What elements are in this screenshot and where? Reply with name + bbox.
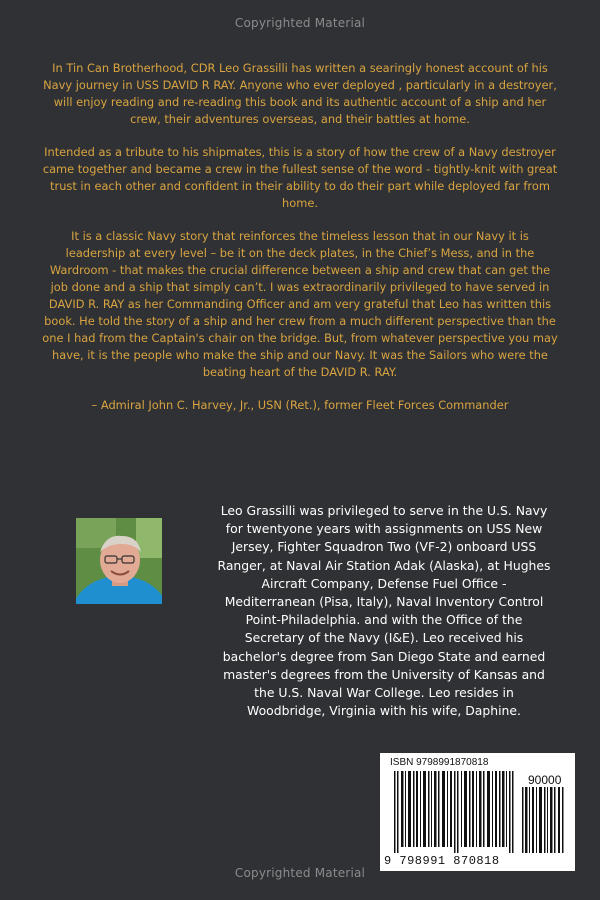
blurb-attribution: – Admiral John C. Harvey, Jr., USN (Ret.), former Fleet Forces Commander (91, 398, 509, 412)
blurb-paragraph-2: Intended as a tribute to his shipmates, this is a story of how the crew of a Navy destroyer came together and became a crew in the fullest sense of the word - tightly-knit with great trust in each other and confident in their ability to do their part while deployed far from home. (42, 145, 558, 210)
isbn-label: ISBN 9798991870818 (390, 757, 489, 768)
barcode-digits: 9 798991 870818 (384, 854, 500, 868)
blurb-paragraph-3: It is a classic Navy story that reinforces the timeless lesson that in our Navy it is leadership at every level – be it on the deck plates, in the Chief’s Mess, and in the Wardroom - that makes the crucial difference between a ship and crew that can get the job done and a ship that simply can’t. I was extraordinarily privileged to have served in DAVID R. RAY as her Commanding Officer and am very grateful that Leo has written this book. He told the story of a ship and her crew from a much different perspective than the one I had from the Captain's chair on the bridge. But, from whatever perspective you may have, it is the people who make the ship and our Navy. It was the Sailors who were the beating heart of the DAVID R. RAY. (42, 229, 558, 379)
author-bio: Leo Grassilli was privileged to serve in the U.S. Navy for twentyone years with assignments on USS New Jersey, Fighter Squadron Two (VF-2) onboard USS Ranger, at Naval Air Station Adak (Alaska), at Hughes Aircraft Company, Defense Fuel Office - Mediterranean (Pisa, Italy), Naval Inventory Control Point-Philadelphia. and with the Office of the Secretary of the Navy (I&E). Leo received his bachelor's degree from San Diego State and earned master's degrees from the University of Kansas and the U.S. Naval War College. Leo resides in Woodbridge, Virginia with his wife, Daphine. (217, 503, 551, 719)
blurb-paragraph-1: In Tin Can Brotherhood, CDR Leo Grassilli has written a searingly honest account of his Navy journey in USS DAVID R RAY. Anyone who ever deployed , particularly in a destroyer, will enjoy reading and re-reading this book and its authentic account of a ship and her crew, their adventures overseas, and their battles at home. (43, 61, 557, 126)
author-portrait-icon (76, 518, 162, 604)
copyright-watermark-bottom: Copyrighted Material (234, 866, 366, 880)
isbn-barcode (380, 753, 575, 871)
back-cover-blurb (42, 60, 558, 430)
copyright-watermark-top: Copyrighted Material (234, 16, 366, 30)
price-code: 90000 (528, 773, 562, 787)
author-photo (76, 518, 162, 604)
